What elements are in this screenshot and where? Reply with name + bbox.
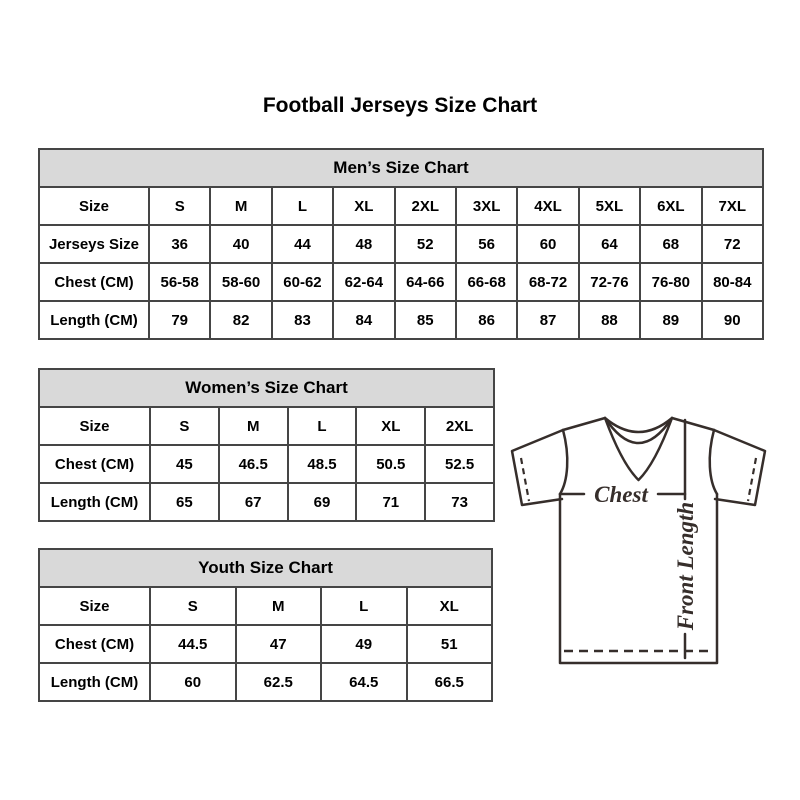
size-value-cell: 44 [272, 225, 333, 263]
row-label-cell: Chest (CM) [39, 445, 150, 483]
row-label-cell: Chest (CM) [39, 625, 150, 663]
size-value-cell: 72-76 [579, 263, 640, 301]
row-label-cell: Jerseys Size [39, 225, 149, 263]
size-value-cell: 7XL [702, 187, 763, 225]
womens-table-header: Women’s Size Chart [39, 369, 494, 407]
table-row [39, 301, 763, 339]
size-value-cell: 60-62 [272, 263, 333, 301]
mens-size-table [38, 148, 764, 340]
row-label-cell: Length (CM) [39, 301, 149, 339]
size-value-cell: 2XL [425, 407, 494, 445]
size-value-cell: 46.5 [219, 445, 288, 483]
size-value-cell: 52 [395, 225, 456, 263]
size-value-cell: 64 [579, 225, 640, 263]
size-value-cell: 3XL [456, 187, 517, 225]
size-value-cell: 45 [150, 445, 219, 483]
size-value-cell: M [219, 407, 288, 445]
size-value-cell: 64-66 [395, 263, 456, 301]
size-value-cell: 4XL [517, 187, 578, 225]
size-value-cell: 48 [333, 225, 394, 263]
size-value-cell: S [150, 407, 219, 445]
size-value-cell: 79 [149, 301, 210, 339]
size-value-cell: S [149, 187, 210, 225]
size-value-cell: 50.5 [356, 445, 425, 483]
size-value-cell: XL [333, 187, 394, 225]
size-value-cell: 44.5 [150, 625, 236, 663]
row-label-cell: Size [39, 187, 149, 225]
table-row [39, 445, 494, 483]
size-value-cell: 6XL [640, 187, 701, 225]
row-label-cell: Length (CM) [39, 483, 150, 521]
size-value-cell: XL [407, 587, 493, 625]
size-value-cell: 88 [579, 301, 640, 339]
size-value-cell: 85 [395, 301, 456, 339]
table-header-row [39, 549, 492, 587]
row-label-cell: Size [39, 407, 150, 445]
size-value-cell: 47 [236, 625, 322, 663]
size-value-cell: L [272, 187, 333, 225]
table-row [39, 407, 494, 445]
size-value-cell: 40 [210, 225, 271, 263]
size-value-cell: L [288, 407, 357, 445]
size-value-cell: 64.5 [321, 663, 407, 701]
size-value-cell: XL [356, 407, 425, 445]
jersey-measurement-diagram [500, 406, 772, 678]
size-value-cell: 66.5 [407, 663, 493, 701]
size-value-cell: 62-64 [333, 263, 394, 301]
size-value-cell: 68 [640, 225, 701, 263]
size-value-cell: 56-58 [149, 263, 210, 301]
size-value-cell: 56 [456, 225, 517, 263]
size-value-cell: 51 [407, 625, 493, 663]
size-value-cell: 58-60 [210, 263, 271, 301]
size-value-cell: L [321, 587, 407, 625]
size-value-cell: 89 [640, 301, 701, 339]
size-value-cell: 76-80 [640, 263, 701, 301]
size-value-cell: 5XL [579, 187, 640, 225]
front-length-measure-label: Front Length [673, 501, 698, 631]
youth-table-header: Youth Size Chart [39, 549, 492, 587]
row-label-cell: Chest (CM) [39, 263, 149, 301]
youth-size-table [38, 548, 493, 702]
mens-table-header: Men’s Size Chart [39, 149, 763, 187]
size-value-cell: 86 [456, 301, 517, 339]
size-value-cell: 72 [702, 225, 763, 263]
size-value-cell: 90 [702, 301, 763, 339]
size-value-cell: 87 [517, 301, 578, 339]
table-row [39, 263, 763, 301]
size-value-cell: 60 [517, 225, 578, 263]
size-value-cell: 68-72 [517, 263, 578, 301]
size-value-cell: 83 [272, 301, 333, 339]
jersey-icon [500, 406, 772, 678]
table-header-row [39, 369, 494, 407]
size-value-cell: 2XL [395, 187, 456, 225]
chest-measure-label: Chest [594, 482, 648, 507]
size-value-cell: 36 [149, 225, 210, 263]
table-row [39, 587, 492, 625]
size-value-cell: M [210, 187, 271, 225]
size-value-cell: 84 [333, 301, 394, 339]
table-row [39, 187, 763, 225]
size-value-cell: 48.5 [288, 445, 357, 483]
page-title: Football Jerseys Size Chart [262, 94, 538, 117]
table-header-row [39, 149, 763, 187]
size-value-cell: 52.5 [425, 445, 494, 483]
size-value-cell: M [236, 587, 322, 625]
table-row [39, 663, 492, 701]
size-value-cell: S [150, 587, 236, 625]
size-value-cell: 49 [321, 625, 407, 663]
size-value-cell: 60 [150, 663, 236, 701]
size-value-cell: 80-84 [702, 263, 763, 301]
size-value-cell: 69 [288, 483, 357, 521]
table-row [39, 625, 492, 663]
table-row [39, 225, 763, 263]
size-value-cell: 66-68 [456, 263, 517, 301]
size-value-cell: 67 [219, 483, 288, 521]
row-label-cell: Size [39, 587, 150, 625]
size-value-cell: 73 [425, 483, 494, 521]
row-label-cell: Length (CM) [39, 663, 150, 701]
size-value-cell: 71 [356, 483, 425, 521]
size-value-cell: 65 [150, 483, 219, 521]
womens-size-table [38, 368, 495, 522]
table-row [39, 483, 494, 521]
size-value-cell: 62.5 [236, 663, 322, 701]
size-value-cell: 82 [210, 301, 271, 339]
